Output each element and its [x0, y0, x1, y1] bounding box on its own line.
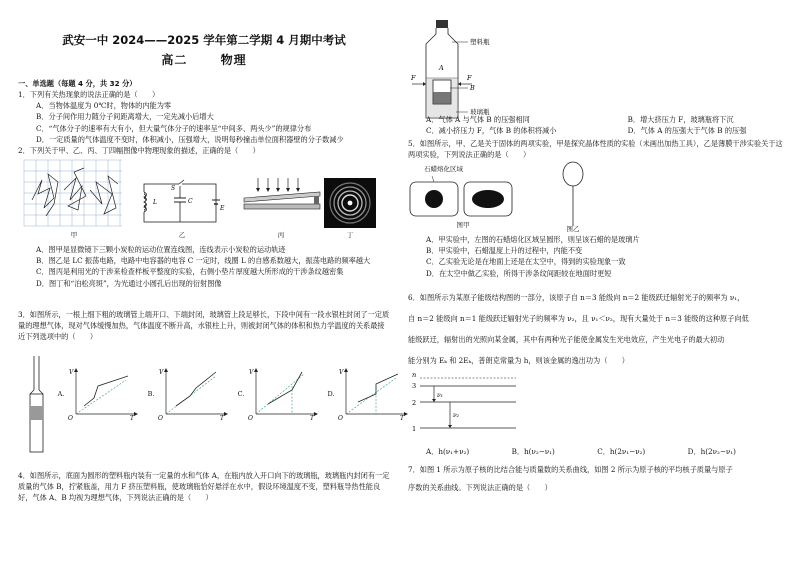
- question-4-stem: 4．如图所示，底面为圆形的塑料瓶内装有一定量的水和气体 A，在瓶内放入开口向下的玻璃瓶，玻璃瓶内封闭有一定质量的气体 B，拧紧瓶盖，用力 F 挤压塑料瓶，使玻璃瓶恰好悬浮在水中，假设环境温度不变，塑料瓶导热性能良好，气体 A、B 均视为理想气体，下列说法正确的是（ ）: [18, 471, 390, 503]
- svg-text:V: V: [339, 369, 344, 376]
- question-5-option-b[interactable]: B．甲实验中，石蜡温度上升的过程中，内能不变: [426, 246, 583, 256]
- figure-crystal-test: [408, 172, 518, 220]
- graph-b-letter[interactable]: B.: [147, 390, 155, 398]
- svg-text:F: F: [411, 74, 416, 82]
- graph-c-letter[interactable]: C.: [237, 390, 245, 398]
- question-5-stem: 5．如图所示，甲、乙是关于固体的两项实验，甲是探究晶体性质的实验（未画出加热工具），乙是薄膜干涉实验关于这两项实验，下列说法正确的是（ ）: [408, 139, 783, 160]
- figure-soap-film: [558, 160, 588, 228]
- curve-a: [84, 376, 128, 406]
- question-2-options: [18, 244, 390, 289]
- svg-text:ν₂: ν₂: [453, 412, 460, 419]
- question-2-option-a[interactable]: A．图甲是显微镜下三颗小炭粒的运动位置连线图，连线表示小炭粒的运动轨迹: [36, 245, 286, 254]
- grade-label: 高二: [161, 53, 188, 67]
- question-4-options: [408, 114, 786, 136]
- curve-b: [176, 372, 216, 406]
- wax-region-label: 石蜡熔化区域: [424, 165, 463, 173]
- question-1-stem: 1．下列有关热现象的说法正确的是（ ）: [18, 90, 160, 99]
- svg-text:T: T: [220, 415, 225, 422]
- label-s: S: [171, 185, 176, 192]
- curve-d: [358, 374, 398, 402]
- fig-label-yi-5: 图乙: [566, 225, 580, 233]
- question-7-stem: 7．如图 1 所示为原子核的比结合能与质量数的关系曲线，如图 2 所示为原子核的平均核子质量与原子 序数的关系曲线。下列说法正确的是（ ）: [408, 465, 733, 492]
- graph-a-letter[interactable]: A.: [57, 390, 65, 398]
- question-2-option-c[interactable]: C．图丙是利用光的干涉来检查样板平整度的实验，右侧小垫片厚度越大所形成的干涉条纹越密集: [36, 267, 344, 277]
- figure-energy-levels: [410, 370, 520, 434]
- label-c: C: [188, 198, 193, 205]
- question-6-option-d[interactable]: D．h(2ν₂−ν₁): [687, 447, 736, 456]
- exam-title: 武安一中 2024——2025 学年第二学期 4 月期中考试: [62, 33, 346, 47]
- upper-plate: [244, 192, 320, 202]
- question-2-option-b[interactable]: B．图乙是 LC 振荡电路，电路中电容器的电容 C 一定时，线圈 L 的自感系数越大，振荡电路的频率越大: [36, 256, 371, 266]
- question-3-stem: 3．如图所示，一根上细下粗的玻璃管上端开口、下端封闭，玻璃管上段足够长，下段中间有一段水银柱封闭了一定质量的理想气体，现对气体缓慢加热，气体温度不断升高，水银柱上升，则被封闭气体的体积和热力学温度的关系最接近下列选项中的（ ）: [18, 310, 390, 342]
- label-e: E: [220, 205, 225, 212]
- svg-text:O: O: [338, 415, 343, 422]
- question-5-option-d[interactable]: D．在太空中做乙实验，所得干涉条纹间距较在地面时更短: [426, 268, 612, 278]
- question-6-option-b[interactable]: B．h(ν₂−ν₁): [511, 447, 555, 456]
- fig-label-jia-5: 图甲: [456, 221, 470, 229]
- question-2-stem: 2．下列关于甲、乙、丙、丁四幅图像中物理现象的描述，正确的是（ ）: [18, 146, 260, 155]
- svg-text:O: O: [248, 415, 253, 422]
- question-4-option-a[interactable]: A．气体 A 与气体 B 的压强相同: [426, 115, 530, 124]
- question-2-option-d[interactable]: D．图丁和“泊松亮斑”，为光通过小圆孔后出现的衍射图像: [36, 278, 222, 288]
- svg-text:T: T: [130, 415, 135, 422]
- svg-text:V: V: [249, 369, 254, 376]
- svg-text:2: 2: [412, 399, 417, 407]
- wax-ellipse: [472, 190, 504, 208]
- figure-bottle: [412, 18, 532, 122]
- svg-text:A: A: [439, 64, 444, 72]
- question-5-option-c[interactable]: C．乙实验无论是在地面上还是在太空中，得到的实验现象一致: [426, 257, 626, 267]
- wax-circle: [425, 190, 443, 208]
- wire-loop: [563, 162, 583, 186]
- svg-text:O: O: [68, 415, 73, 422]
- svg-text:V: V: [69, 369, 74, 376]
- graph-option-b: [156, 366, 228, 420]
- svg-text:ν₁: ν₁: [437, 392, 444, 399]
- figure-lc-circuit: [136, 180, 226, 226]
- svg-text:塑料瓶: 塑料瓶: [470, 38, 490, 46]
- fig-label-ding: 丁: [346, 231, 354, 239]
- question-5-options: [408, 234, 786, 279]
- figure-glass-tube: [26, 356, 48, 456]
- question-6-option-c[interactable]: C．h(2ν₁−ν₂): [597, 447, 646, 456]
- question-1-option-c[interactable]: C．“气体分子的速率有大有小，但大量气体分子的速率呈“中间多、两头少”的规律分布: [36, 123, 312, 133]
- svg-text:T: T: [310, 415, 315, 422]
- svg-text:O: O: [158, 415, 163, 422]
- exam-subtitle: [18, 55, 390, 66]
- section-heading: 一、单选题（每题 4 分，共 32 分）: [18, 79, 137, 88]
- spacer-shim: [314, 196, 319, 204]
- svg-text:1: 1: [412, 425, 417, 433]
- bottle-cap: [436, 20, 448, 28]
- question-1: [18, 89, 390, 145]
- graph-d-letter[interactable]: D.: [327, 390, 335, 398]
- particle-path-3: [90, 176, 118, 214]
- mercury-column: [30, 406, 43, 420]
- question-4-option-d[interactable]: D．气体 A 的压强大于气体 B 的压强: [627, 126, 747, 136]
- question-4-option-b[interactable]: B．增大挤压力 F，玻璃瓶将下沉: [627, 115, 734, 124]
- question-1-option-b[interactable]: B．分子间作用力随分子间距离增大，一定先减小后增大: [36, 112, 214, 122]
- question-6-stem: 6．如图所示为某原子能级结构图的一部分，该原子自 n＝3 能级向 n＝2 能级跃迁辐射光子的频率为 ν₁， 自 n＝2 能级向 n＝1 能级跃迁辐射光子的频率为 ν₂，且 ν₁＜ν₂，现有大量处于 n＝3 能级的这种原子向低 能级跃迁，辐射出的光照向某金属，其中有两种光子能使金属发生光电效应，产生光电子的最大初动 能分别为 Eₖ 和 2Eₖ，普朗克常量为 h，则该金属的逸出功为（ ）: [408, 293, 749, 365]
- question-1-option-a[interactable]: A．当物体温度为 0℃时，物体的内能为零: [36, 101, 172, 111]
- figure-brownian-motion: [24, 160, 122, 228]
- figure-diffraction-rings: [324, 178, 376, 228]
- figure-wedge-interference: [240, 176, 324, 226]
- question-6-options: [408, 446, 786, 457]
- svg-text:B: B: [470, 84, 475, 92]
- curve-c: [268, 372, 302, 404]
- svg-text:V: V: [159, 369, 164, 376]
- graph-option-a: [66, 366, 138, 420]
- particle-path-2: [64, 168, 86, 210]
- label-l: L: [153, 199, 157, 206]
- svg-text:F: F: [467, 74, 472, 82]
- bright-spot: [348, 201, 353, 206]
- question-1-option-d[interactable]: D．一定质量的气体温度不变时，体积减小，压强增大，说明每秒撞击单位面积器壁的分子数减少: [36, 134, 344, 144]
- graph-option-c: [246, 366, 318, 420]
- svg-text:玻璃瓶: 玻璃瓶: [470, 108, 490, 116]
- lower-plate: [244, 204, 320, 209]
- svg-text:T: T: [400, 415, 405, 422]
- fig-label-yi: 乙: [178, 231, 186, 239]
- svg-text:3: 3: [412, 382, 417, 390]
- grid-lines: [24, 160, 122, 226]
- subject-label: 物理: [220, 53, 247, 67]
- question-6-option-a[interactable]: A．h(ν₁+ν₂): [426, 447, 470, 456]
- svg-text:n: n: [412, 371, 417, 379]
- question-4-option-c[interactable]: C．减小挤压力 F，气体 B 的体积将减小: [426, 126, 557, 136]
- fig-label-jia: 甲: [70, 231, 78, 239]
- graph-option-d: [336, 366, 408, 420]
- fig-label-bing: 丙: [277, 231, 285, 239]
- question-5-option-a[interactable]: A．甲实验中，左图的石蜡熔化区域呈圆形，则呈该石蜡的是玻璃片: [426, 235, 640, 244]
